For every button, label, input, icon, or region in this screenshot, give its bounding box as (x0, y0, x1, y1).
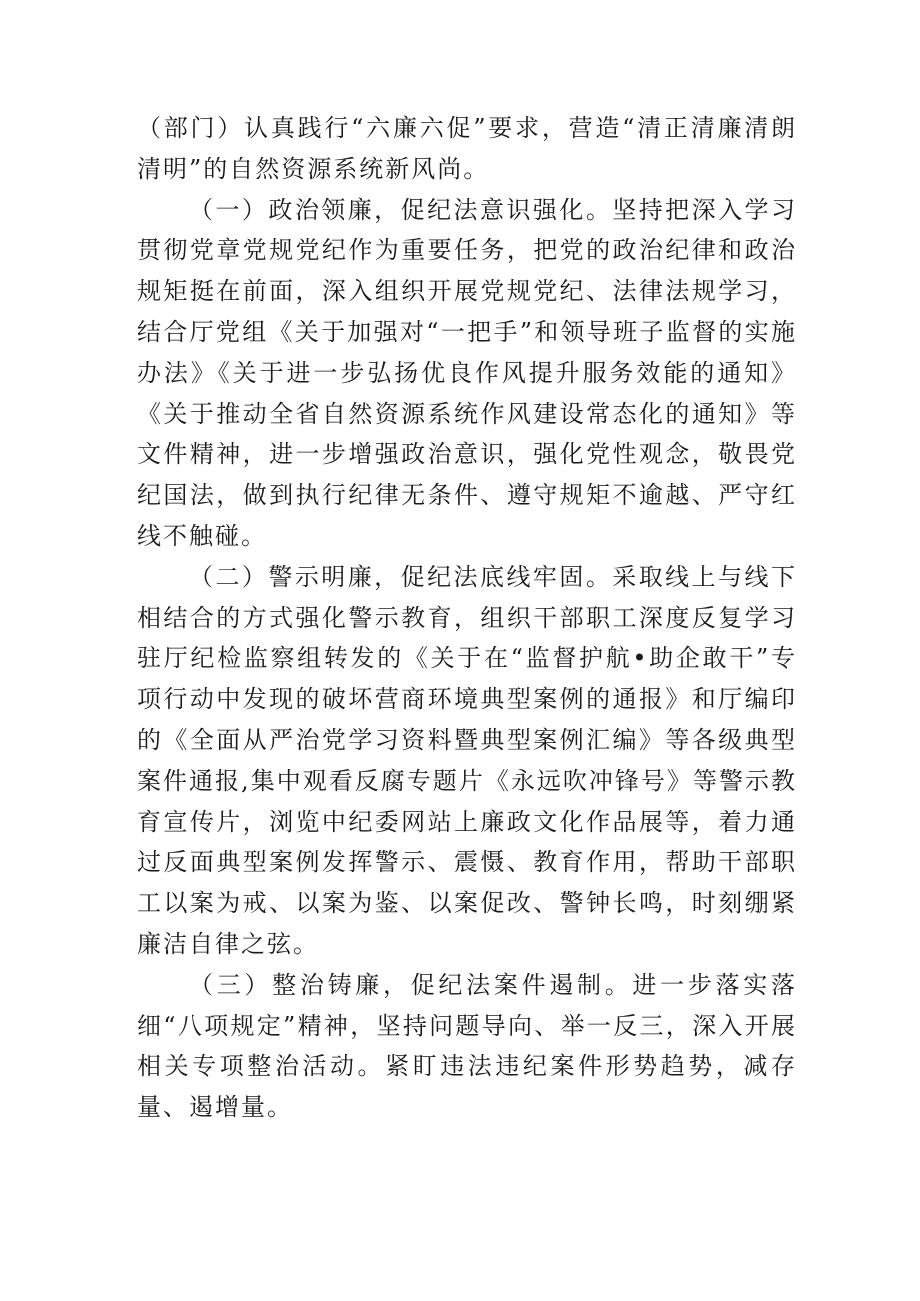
section-one-paragraph: （一）政治领廉，促纪法意识强化。坚持把深入学习贯彻党章党规党纪作为重要任务，把党的政治纪律和政治规矩挺在前面，深入组织开展党规党纪、法律法规学习，结合厅党组《关于加强对“一把手”和领导班子监督的实施办法》《关于进一步弘扬优良作风提升服务效能的通知》《关于推动全省自然资源系统作风建设常态化的通知》等文件精神，进一步增强政治意识，强化党性观念，敬畏党纪国法，做到执行纪律无条件、遵守规矩不逾越、严守红线不触碰。 (137, 195, 797, 550)
intro-paragraph: （部门）认真践行“六廉六促”要求，营造“清正清廉清朗清明”的自然资源系统新风尚。 (137, 114, 797, 183)
section-three-paragraph: （三）整治铸廉，促纪法案件遏制。进一步落实落细“八项规定”精神，坚持问题导向、举一反三，深入开展相关专项整治活动。紧盯违法违纪案件形势趋势，减存量、遏增量。 (137, 970, 797, 1122)
section-two-paragraph: （二）警示明廉，促纪法底线牢固。采取线上与线下相结合的方式强化警示教育，组织干部职工深度反复学习驻厅纪检监察组转发的《关于在“监督护航•助企敢干”专项行动中发现的破坏营商环境典型案例的通报》和厅编印的《全面从严治党学习资料暨典型案例汇编》等各级典型案件通报,集中观看反腐专题片《永远吹冲锋号》等警示教育宣传片，浏览中纪委网站上廉政文化作品展等，着力通过反面典型案例发挥警示、震慑、教育作用，帮助干部职工以案为戒、以案为鉴、以案促改、警钟长鸣，时刻绷紧廉洁自律之弦。 (137, 562, 797, 958)
document-body (137, 108, 797, 1128)
